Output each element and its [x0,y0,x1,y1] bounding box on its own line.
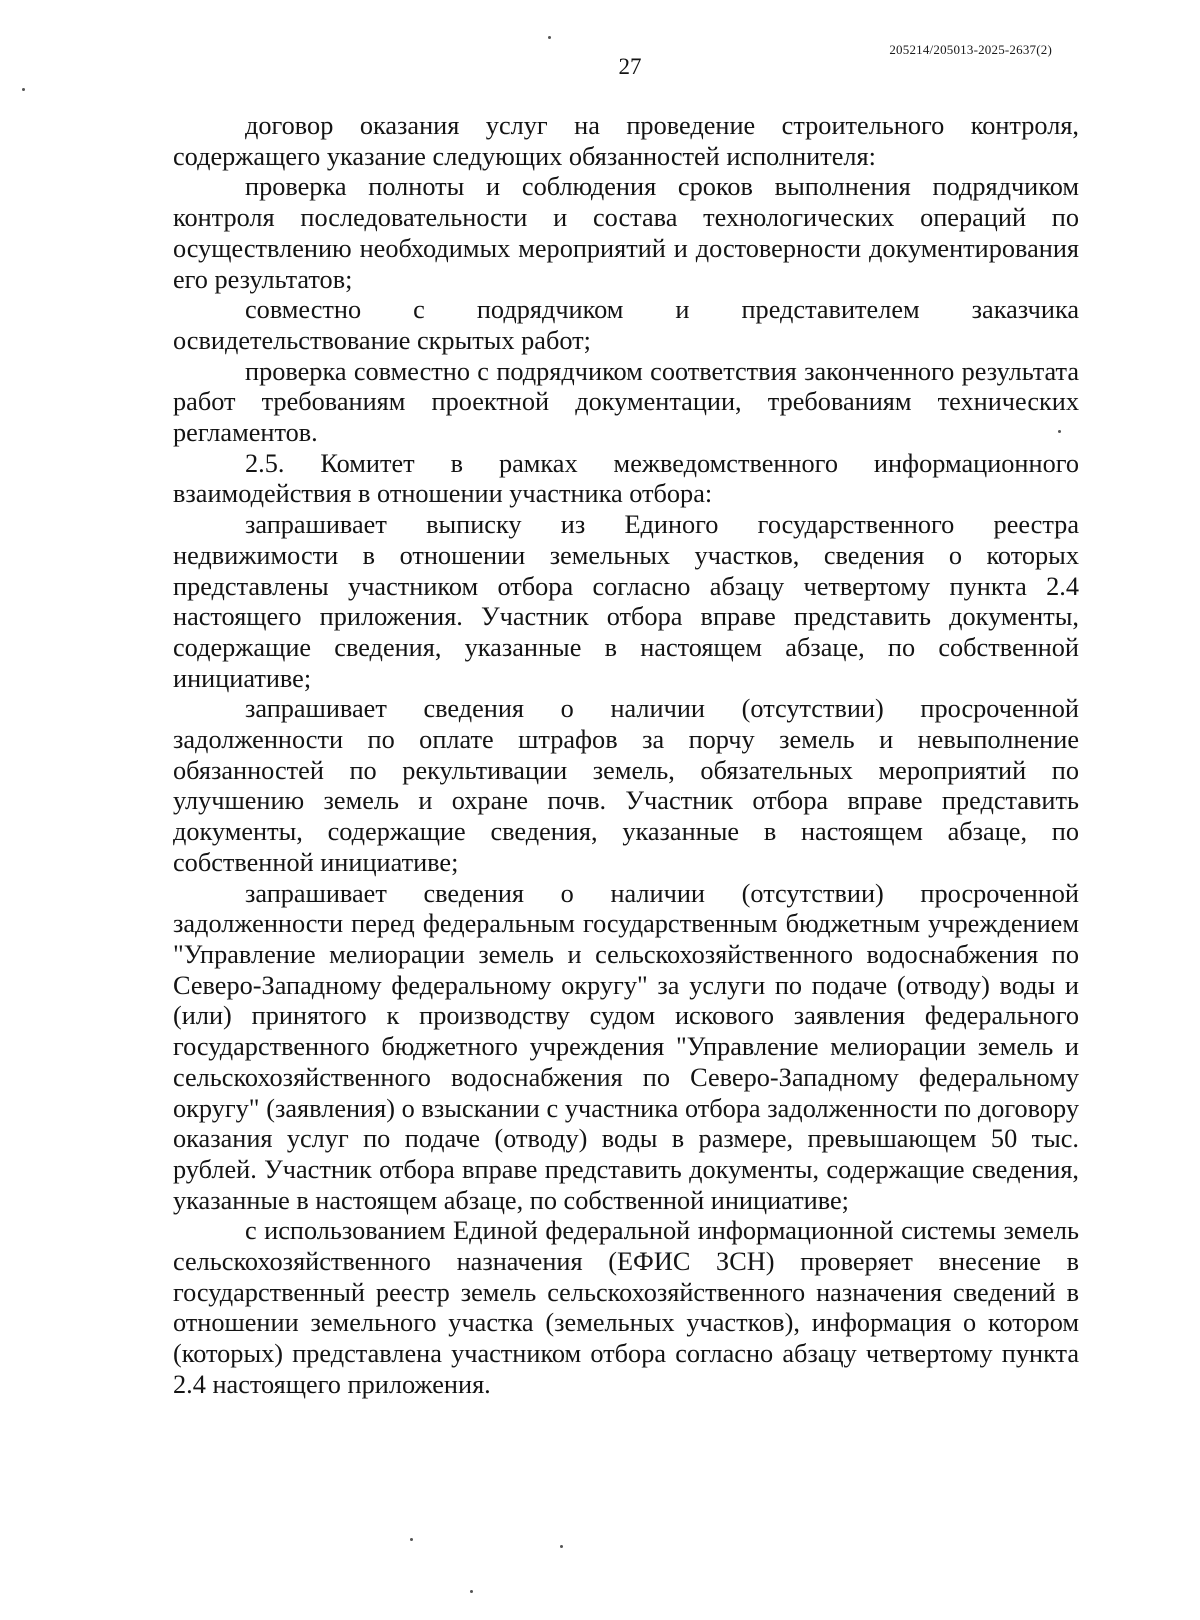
paragraph: запрашивает сведения о наличии (отсутствии) просроченной задолженности по оплате штрафов за порчу земель и невыполнение обязанностей по рекультивации земель, обязательных мероприятий по улучшению земель и охране почв. Участник отбора вправе представить документы, содержащие сведения, указанные в настоящем абзаце, по собственной инициативе; [173,694,1079,877]
paragraph: запрашивает сведения о наличии (отсутствии) просроченной задолженности перед федеральным государственным бюджетным учреждением "Управление мелиорации земель и сельскохозяйственного водоснабжения по Северо-Западному федеральному округу" за услуги по подаче (отводу) воды и (или) принятого к производству судом искового заявления федерального государственного бюджетного учреждения "Управление мелиорации земель и сельскохозяйственного водоснабжения по Северо-Западному федеральному округу" (заявления) о взыскании с участника отбора задолженности по договору оказания услуг по подаче (отводу) воды в размере, превышающем 50 тыс. рублей. Участник отбора вправе представить документы, содержащие сведения, указанные в настоящем абзаце, по собственной инициативе; [173,878,1079,1215]
scan-speck [560,1545,563,1548]
paragraph: проверка полноты и соблюдения сроков выполнения подрядчиком контроля последовательности и состава технологических операций по осуществлению необходимых мероприятий и достоверности документирования его результатов; [173,172,1079,294]
scan-speck [470,1590,473,1593]
paragraph: договор оказания услуг на проведение строительного контроля, содержащего указание следующих обязанностей исполнителя: [173,111,1079,171]
document-registration-code: 205214/205013-2025-2637(2) [889,42,1052,57]
document-body [173,111,1079,1401]
scan-speck [410,1538,413,1541]
paragraph: 2.5. Комитет в рамках межведомственного информационного взаимодействия в отношении участника отбора: [173,448,1079,509]
scan-speck [22,88,25,91]
paragraph: проверка совместно с подрядчиком соответствия законченного результата работ требованиям проектной документации, требованиям технических регламентов. [173,356,1079,448]
scan-speck [548,36,551,39]
paragraph: запрашивает выписку из Единого государственного реестра недвижимости в отношении земельных участков, сведения о которых представлены участником отбора согласно абзацу четвертому пункта 2.4 настоящего приложения. Участник отбора вправе представить документы, содержащие сведения, указанные в настоящем абзаце, по собственной инициативе; [173,510,1079,693]
paragraph: совместно с подрядчиком и представителем заказчика освидетельствование скрытых работ; [173,295,1079,355]
scan-speck [1058,430,1061,433]
page-number: 27 [618,54,642,79]
paragraph: с использованием Единой федеральной информационной системы земель сельскохозяйственного назначения (ЕФИС ЗСН) проверяет внесение в государственный реестр земель сельскохозяйственного назначения сведений в отношении земельного участка (земельных участков), информация о котором (которых) представлена участником отбора согласно абзацу четвертому пункта 2.4 настоящего приложения. [173,1216,1079,1399]
